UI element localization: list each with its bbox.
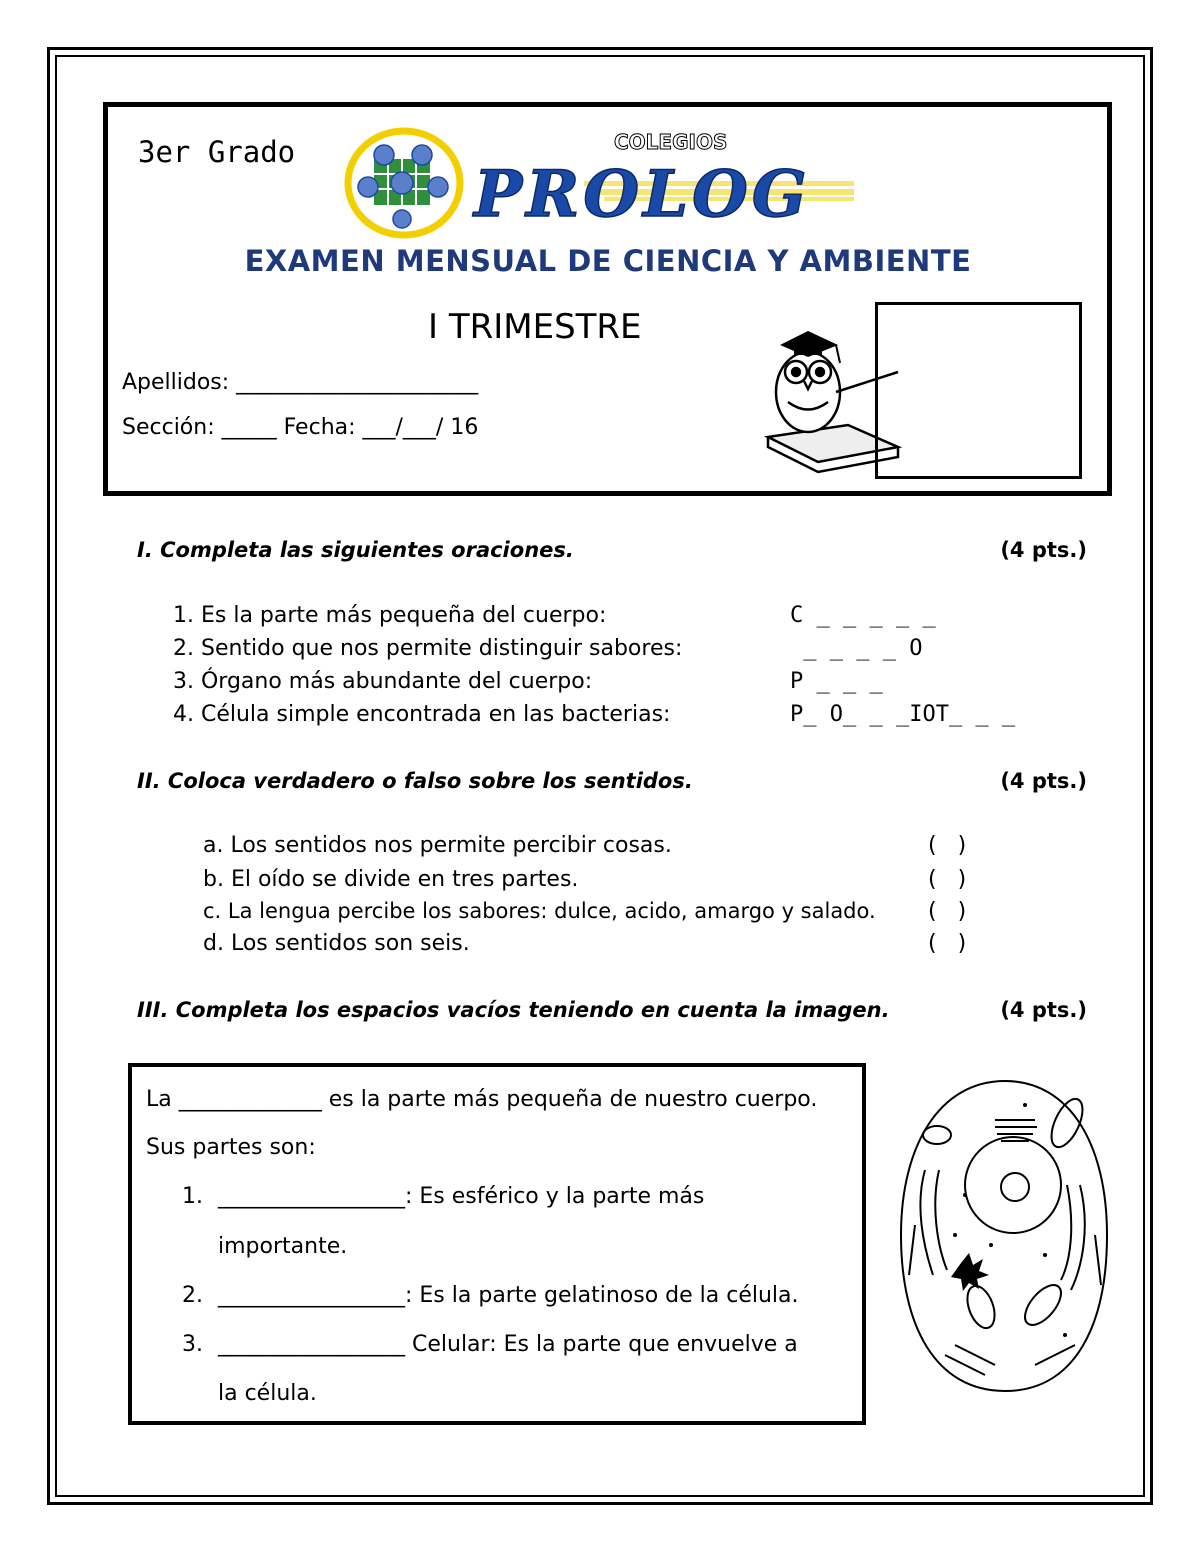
section3-num-1: 1. — [182, 1184, 203, 1209]
section3-parts-label: Sus partes son: — [146, 1135, 316, 1160]
section2-title: II. Coloca verdadero o falso sobre los sentidos. — [137, 769, 693, 793]
section1-answer-1[interactable]: C _ _ _ _ _ — [790, 603, 936, 628]
section1-answer-3[interactable]: P _ _ _ — [790, 669, 883, 694]
section1-item-3: 3. Órgano más abundante del cuerpo: — [173, 669, 593, 694]
section2-points: (4 pts.) — [1000, 769, 1087, 793]
section2-mark-c[interactable]: ( ) — [928, 899, 967, 924]
section1-item-2: 2. Sentido que nos permite distinguir sabores: — [173, 636, 683, 661]
section3-num-3: 3. — [182, 1332, 203, 1357]
school-logo — [344, 121, 864, 239]
section2-mark-b[interactable]: ( ) — [928, 867, 967, 892]
term-label: I TRIMESTRE — [428, 307, 642, 347]
section1-answer-2[interactable]: _ _ _ _ O — [790, 636, 923, 661]
section3-item-1-cont: importante. — [218, 1234, 348, 1259]
section3-item-3[interactable]: _________________ Celular: Es la parte que envuelve a — [218, 1332, 798, 1357]
section1-points: (4 pts.) — [1000, 538, 1087, 562]
exam-title: EXAMEN MENSUAL DE CIENCIA Y AMBIENTE — [244, 244, 972, 278]
section2-mark-a[interactable]: ( ) — [928, 833, 967, 858]
section3-item-2[interactable]: _________________: Es la parte gelatinoso de la célula. — [218, 1283, 799, 1308]
section1-item-1: 1. Es la parte más pequeña del cuerpo: — [173, 603, 607, 628]
section3-box — [128, 1063, 866, 1425]
section3-intro: La _____________ es la parte más pequeña de nuestro cuerpo. — [146, 1087, 818, 1112]
section2-item-d: d. Los sentidos son seis. — [203, 931, 470, 956]
section1-answer-4[interactable]: P_ O_ _ _IOT_ _ _ — [790, 702, 1016, 727]
section3-item-1[interactable]: _________________: Es esférico y la parte más — [218, 1184, 705, 1209]
section2-item-c: c. La lengua percibe los sabores: dulce, acido, amargo y salado. — [203, 899, 876, 923]
section3-item-3-cont: la célula. — [218, 1381, 317, 1406]
section2-item-a: a. Los sentidos nos permite percibir cosas. — [203, 833, 672, 858]
score-box[interactable] — [875, 302, 1082, 479]
section2-item-b: b. El oído se divide en tres partes. — [203, 867, 579, 892]
section1-title: I. Completa las siguientes oraciones. — [137, 538, 574, 562]
animal-cell-icon — [895, 1075, 1115, 1397]
section2-mark-d[interactable]: ( ) — [928, 931, 967, 956]
section1-item-4: 4. Célula simple encontrada en las bacterias: — [173, 702, 671, 727]
section3-title: III. Completa los espacios vacíos teniendo en cuenta la imagen. — [137, 998, 890, 1022]
section-date-field[interactable]: Sección: _____ Fecha: ___/___/ 16 — [122, 415, 479, 440]
section3-num-2: 2. — [182, 1283, 203, 1308]
logo-top-text: COLEGIOS — [614, 130, 728, 154]
logo-name-text: PROLOG — [474, 157, 811, 232]
surname-field[interactable]: Apellidos: ______________________ — [122, 370, 479, 395]
grade-label: 3er Grado — [138, 135, 296, 169]
section3-points: (4 pts.) — [1000, 998, 1087, 1022]
exam-header — [103, 102, 1112, 496]
